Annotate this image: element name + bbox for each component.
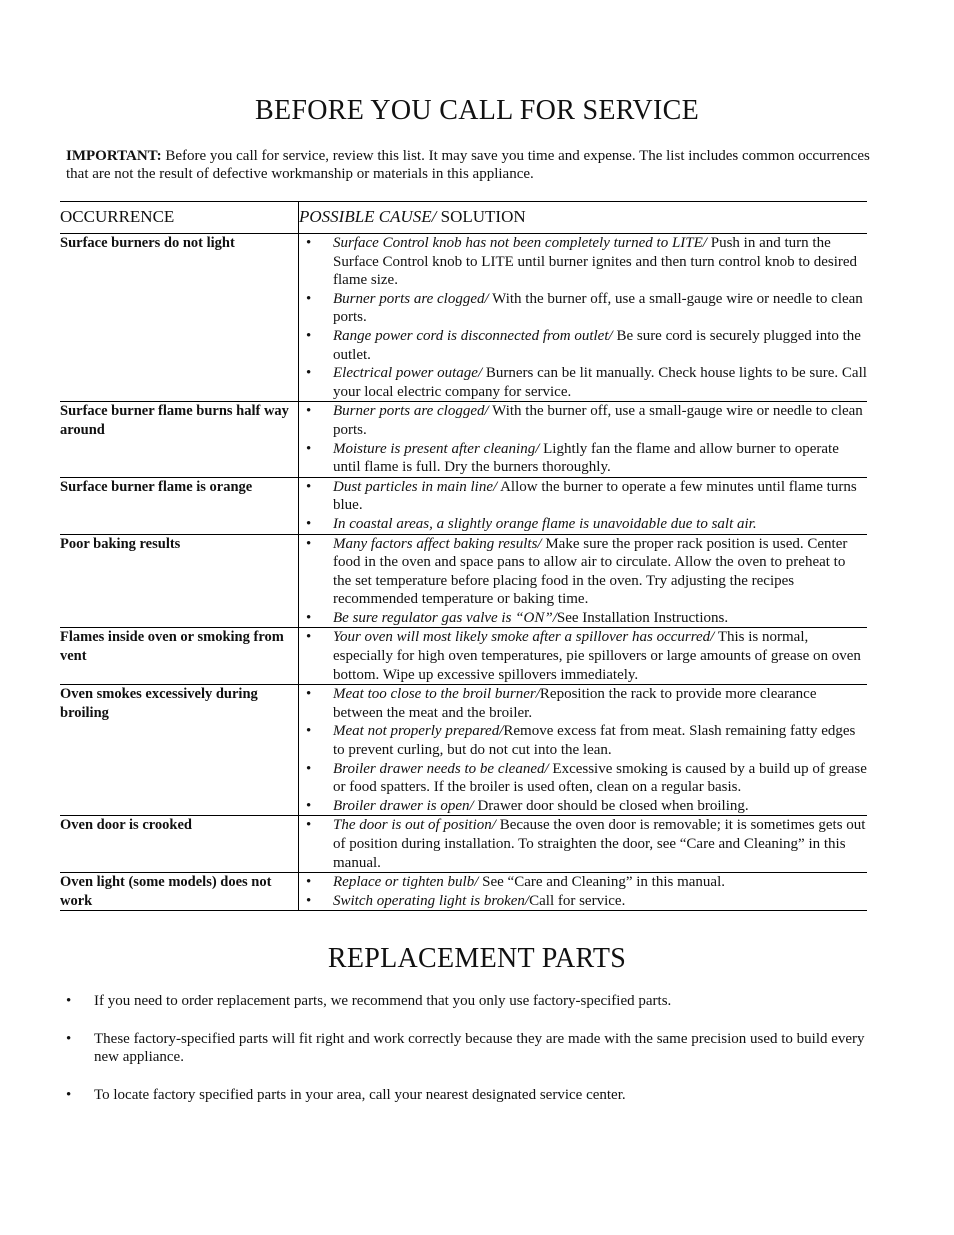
cause-list: [299, 478, 867, 534]
possible-cause: The door is out of position/: [333, 817, 496, 834]
solution-text: Lightly fan the flame and allow burner to operate until flame is full. Dry the burners thoroughly.: [333, 440, 839, 476]
list-item: [299, 760, 867, 797]
possible-cause: In coastal areas, a slightly orange flame is unavoidable due to salt air.: [333, 515, 757, 532]
solution-text: See “Care and Cleaning” in this manual.: [478, 874, 725, 891]
replacement-parts-title: REPLACEMENT PARTS: [327, 943, 627, 974]
list-item: [299, 609, 867, 628]
list-item: [299, 722, 867, 759]
cause-solution-cell: [299, 534, 868, 628]
solution-text: This is normal, especially for high oven temperatures, pie spillovers or large amounts of grease on oven bottom. Wipe up excessive spillovers immediately.: [333, 629, 861, 683]
cause-list: [299, 234, 867, 401]
list-item: [299, 816, 867, 872]
header-cause: POSSIBLE CAUSE/: [299, 207, 437, 227]
cause-solution-cell: [299, 234, 868, 402]
list-item: [299, 402, 867, 439]
list-item: [299, 478, 867, 515]
possible-cause: Burner ports are clogged/: [333, 290, 489, 307]
occurrence-cell: Oven smokes excessively during broiling: [60, 686, 258, 721]
possible-cause: Switch operating light is broken/: [333, 892, 530, 909]
possible-cause: Be sure regulator gas valve is “ON”/: [333, 609, 557, 626]
table-row: [60, 628, 867, 685]
list-item: [299, 628, 867, 684]
table-row: [60, 816, 867, 873]
possible-cause: Surface Control knob has not been completely turned to LITE/: [333, 235, 707, 251]
list-item: [299, 873, 867, 892]
table-row: [60, 685, 867, 816]
table-row: [60, 234, 867, 402]
intro-label: IMPORTANT:: [66, 148, 162, 164]
solution-text: With the burner off, use a small-gauge wire or needle to clean ports.: [333, 290, 863, 326]
solution-text: Remove excess fat from meat. Slash remaining fatty edges to prevent curling, but do not cut into the lean.: [333, 723, 856, 759]
intro-paragraph: [66, 147, 886, 183]
solution-text: Excessive smoking is caused by a build up of grease or food spatters. If the broiler is used often, clean on a regular basis.: [333, 760, 867, 796]
occurrence-cell: Flames inside oven or smoking from vent: [60, 629, 284, 665]
occurrence-cell: Surface burner flame is orange: [60, 478, 253, 495]
possible-cause: Meat not properly prepared/: [333, 723, 504, 740]
possible-cause: Burner ports are clogged/: [333, 403, 489, 420]
list-item: [299, 290, 867, 327]
cause-list: [299, 816, 867, 872]
list-item: [299, 515, 867, 534]
solution-text: Make sure the proper rack position is used. Center food in the oven and space pans to allow air to circulate. Allow the oven to preheat to the set temperature before placing food in the oven. Try adjusting the recipes recommended temperature or baking time.: [333, 535, 848, 608]
intro-text: Before you call for service, review this list. It may save you time and expense. The list includes common occurrences that are not the result of defective workmanship or materials in this appliance.: [66, 148, 870, 182]
cause-solution-cell: [299, 685, 868, 816]
cause-list: [299, 628, 867, 684]
header-solution: SOLUTION: [436, 207, 526, 227]
table-row: [60, 534, 867, 628]
occurrence-cell: Surface burners do not light: [60, 235, 235, 251]
page-title: BEFORE YOU CALL FOR SERVICE: [254, 95, 700, 126]
occurrence-cell: Oven light (some models) does not work: [60, 874, 272, 909]
list-item: • These factory-specified parts will fit right and work correctly because they are made with the same precision used to build every new appliance.: [66, 1030, 878, 1066]
header-occurrence: OCCURRENCE: [60, 207, 175, 227]
list-item: [299, 440, 867, 477]
occurrence-cell: Surface burner flame burns half way around: [60, 403, 289, 438]
solution-text: Reposition the rack to provide more clearance between the meat and the broiler.: [333, 686, 817, 721]
solution-text: See Installation Instructions.: [556, 609, 729, 626]
cause-list: [299, 535, 867, 628]
cause-list: [299, 873, 867, 910]
solution-text: Drawer door should be closed when broiling.: [473, 797, 749, 814]
solution-text: Allow the burner to operate a few minutes until flame turns blue.: [333, 478, 857, 514]
cause-solution-cell: [299, 873, 868, 911]
list-item: • If you need to order replacement parts, we recommend that you only use factory-specified parts.: [66, 992, 878, 1010]
possible-cause: Replace or tighten bulb/: [333, 874, 479, 891]
list-item: [299, 535, 867, 609]
solution-text: Be sure cord is securely plugged into the outlet.: [333, 327, 861, 363]
table-row: [60, 402, 867, 477]
list-item: [299, 234, 867, 290]
solution-text: Because the oven door is removable; it is sometimes gets out of position during installation. To straighten the door, see “Care and Cleaning” in this manual.: [333, 817, 866, 871]
table-row: [60, 873, 867, 911]
possible-cause: Broiler drawer needs to be cleaned/: [333, 760, 549, 777]
possible-cause: Meat too close to the broil burner/: [333, 686, 540, 703]
list-item: [299, 364, 867, 401]
possible-cause: Your oven will most likely smoke after a spillover has occurred/: [333, 629, 715, 646]
solution-text: Burners can be lit manually. Check house lights to be sure. Call your local electric company for service.: [333, 365, 867, 400]
cause-list: [299, 402, 867, 476]
possible-cause: Moisture is present after cleaning/: [333, 440, 540, 457]
cause-solution-cell: [299, 816, 868, 873]
cause-solution-cell: [299, 477, 868, 534]
occurrence-cell: Poor baking results: [60, 535, 181, 552]
possible-cause: Many factors affect baking results/: [333, 535, 542, 552]
cause-solution-cell: [299, 402, 868, 477]
list-item: • To locate factory specified parts in your area, call your nearest designated service center.: [66, 1086, 878, 1104]
possible-cause: Broiler drawer is open/: [333, 797, 474, 814]
solution-text: With the burner off, use a small-gauge wire or needle to clean ports.: [333, 403, 863, 438]
possible-cause: Dust particles in main line/: [333, 478, 498, 495]
header-cause-solution: [299, 202, 868, 234]
troubleshooting-table: [60, 201, 867, 911]
table-header-row: [60, 202, 867, 234]
possible-cause: Electrical power outage/: [333, 365, 483, 382]
replacement-parts-list: [66, 992, 878, 1124]
occurrence-cell: Oven door is crooked: [60, 817, 192, 834]
solution-text: Call for service.: [529, 892, 626, 909]
list-item: [299, 892, 867, 911]
list-item: [299, 685, 867, 722]
cause-solution-cell: [299, 628, 868, 685]
list-item: [299, 327, 867, 364]
table-body: [60, 234, 867, 911]
table-row: [60, 477, 867, 534]
solution-text: Push in and turn the Surface Control knob to LITE until burner ignites and then turn control knob to desired flame size.: [333, 235, 858, 289]
cause-list: [299, 685, 867, 815]
possible-cause: Range power cord is disconnected from outlet/: [333, 327, 613, 344]
list-item: [299, 797, 867, 816]
